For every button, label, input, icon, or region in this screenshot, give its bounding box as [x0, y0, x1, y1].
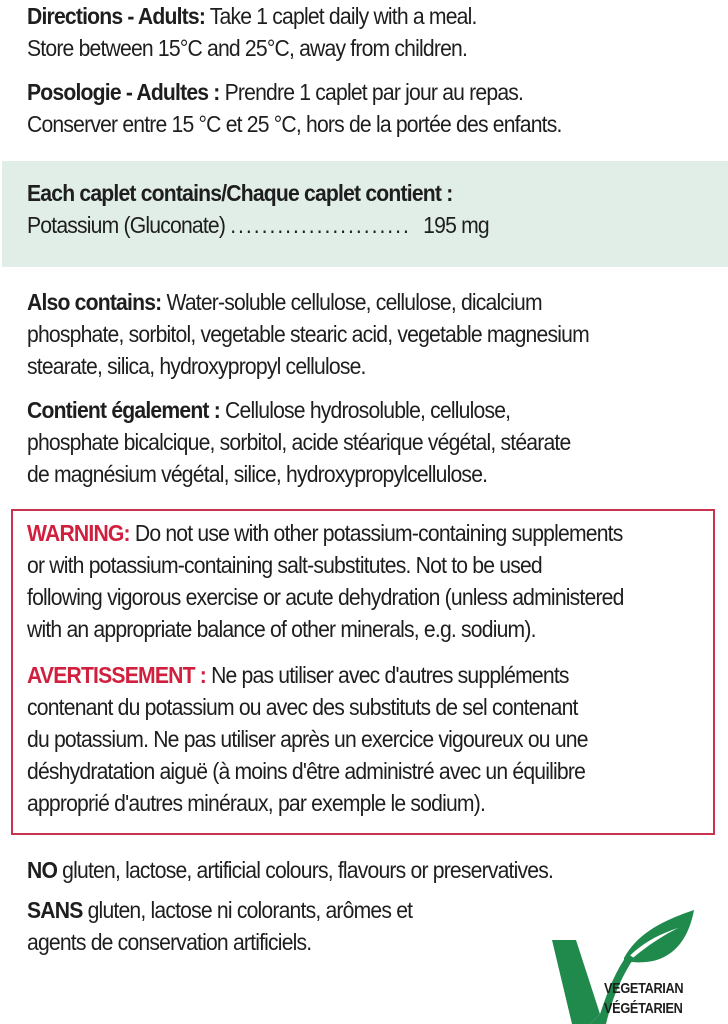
avertissement-text-5: approprié d'autres minéraux, par exemple le sodium). — [27, 790, 486, 816]
free-from-en-label: NO — [27, 857, 58, 883]
warning-section — [27, 517, 624, 645]
posologie-section — [27, 76, 562, 140]
contient-text-2: phosphate bicalcique, sorbitol, acide stéarique végétal, stéarate — [27, 429, 571, 455]
contient-line-1 — [27, 394, 570, 426]
composition-section — [27, 177, 693, 241]
also-contains-section — [27, 286, 589, 382]
contient-section — [27, 394, 570, 490]
ingredient-amount: 195 mg — [423, 212, 489, 238]
posologie-text: Prendre 1 caplet par jour au repas. — [219, 79, 524, 105]
warning-text-1: Do not use with other potassium-containing supplements — [129, 520, 623, 546]
avertissement-section — [27, 659, 588, 819]
free-from-fr — [27, 894, 412, 958]
also-contains-label: Also contains: — [27, 289, 162, 315]
directions-section — [27, 0, 477, 64]
storage-text: Store between 15°C and 25°C, away from children. — [27, 35, 468, 61]
free-from-fr-text-2: agents de conservation artificiels. — [27, 929, 312, 955]
directions-label: Directions - Adults: — [27, 3, 206, 29]
avertissement-text-3: du potassium. Ne pas utiliser après un exercice vigoureux ou une — [27, 726, 588, 752]
free-from-fr-line-1 — [27, 894, 412, 926]
also-contains-text-1: Water-soluble cellulose, cellulose, dicalcium — [161, 289, 542, 315]
posologie-line-1 — [27, 76, 562, 108]
also-contains-text-2: phosphate, sorbitol, vegetable stearic acid, vegetable magnesium — [27, 321, 589, 347]
avertissement-line-1 — [27, 659, 588, 691]
composition-heading: Each caplet contains/Chaque caplet contient : — [27, 180, 453, 206]
conservation-text: Conserver entre 15 °C et 25 °C, hors de la portée des enfants. — [27, 111, 562, 137]
free-from-fr-text-1: gluten, lactose ni colorants, arômes et — [82, 897, 413, 923]
also-contains-text-3: stearate, silica, hydroxypropyl cellulose. — [27, 353, 366, 379]
posologie-label: Posologie - Adultes : — [27, 79, 220, 105]
avertissement-text-1: Ne pas utiliser avec d'autres suppléments — [206, 662, 569, 688]
warning-text-2: or with potassium-containing salt-substitutes. Not to be used — [27, 552, 542, 578]
contient-text-3: de magnésium végétal, silice, hydroxypropylcellulose. — [27, 461, 488, 487]
free-from-en-text: gluten, lactose, artificial colours, flavours or preservatives. — [57, 857, 554, 883]
avertissement-text-2: contenant du potassium ou avec des substituts de sel contenant — [27, 694, 578, 720]
free-from-fr-label: SANS — [27, 897, 83, 923]
warning-line-1 — [27, 517, 624, 549]
warning-label: WARNING: — [27, 520, 130, 546]
free-from-en — [27, 854, 553, 886]
also-contains-line-1 — [27, 286, 589, 318]
ingredient-name: Potassium (Gluconate) — [27, 212, 226, 238]
vegetarian-label-fr: VÉGÉTARIEN — [604, 1000, 683, 1017]
contient-label: Contient également : — [27, 397, 220, 423]
ingredient-row — [27, 209, 693, 241]
directions-text: Take 1 caplet daily with a meal. — [205, 3, 477, 29]
free-from-en-line — [27, 854, 553, 886]
ingredient-leader-dots: ....................... — [230, 212, 411, 238]
contient-text-1: Cellulose hydrosoluble, cellulose, — [219, 397, 511, 423]
warning-text-4: with an appropriate balance of other minerals, e.g. sodium). — [27, 616, 536, 642]
directions-line-1 — [27, 0, 477, 32]
avertissement-label: AVERTISSEMENT : — [27, 662, 207, 688]
avertissement-text-4: déshydratation aiguë (à moins d'être administré avec un équilibre — [27, 758, 586, 784]
vegetarian-label-en: VEGETARIAN — [604, 980, 684, 997]
warning-text-3: following vigorous exercise or acute dehydration (unless administered — [27, 584, 624, 610]
